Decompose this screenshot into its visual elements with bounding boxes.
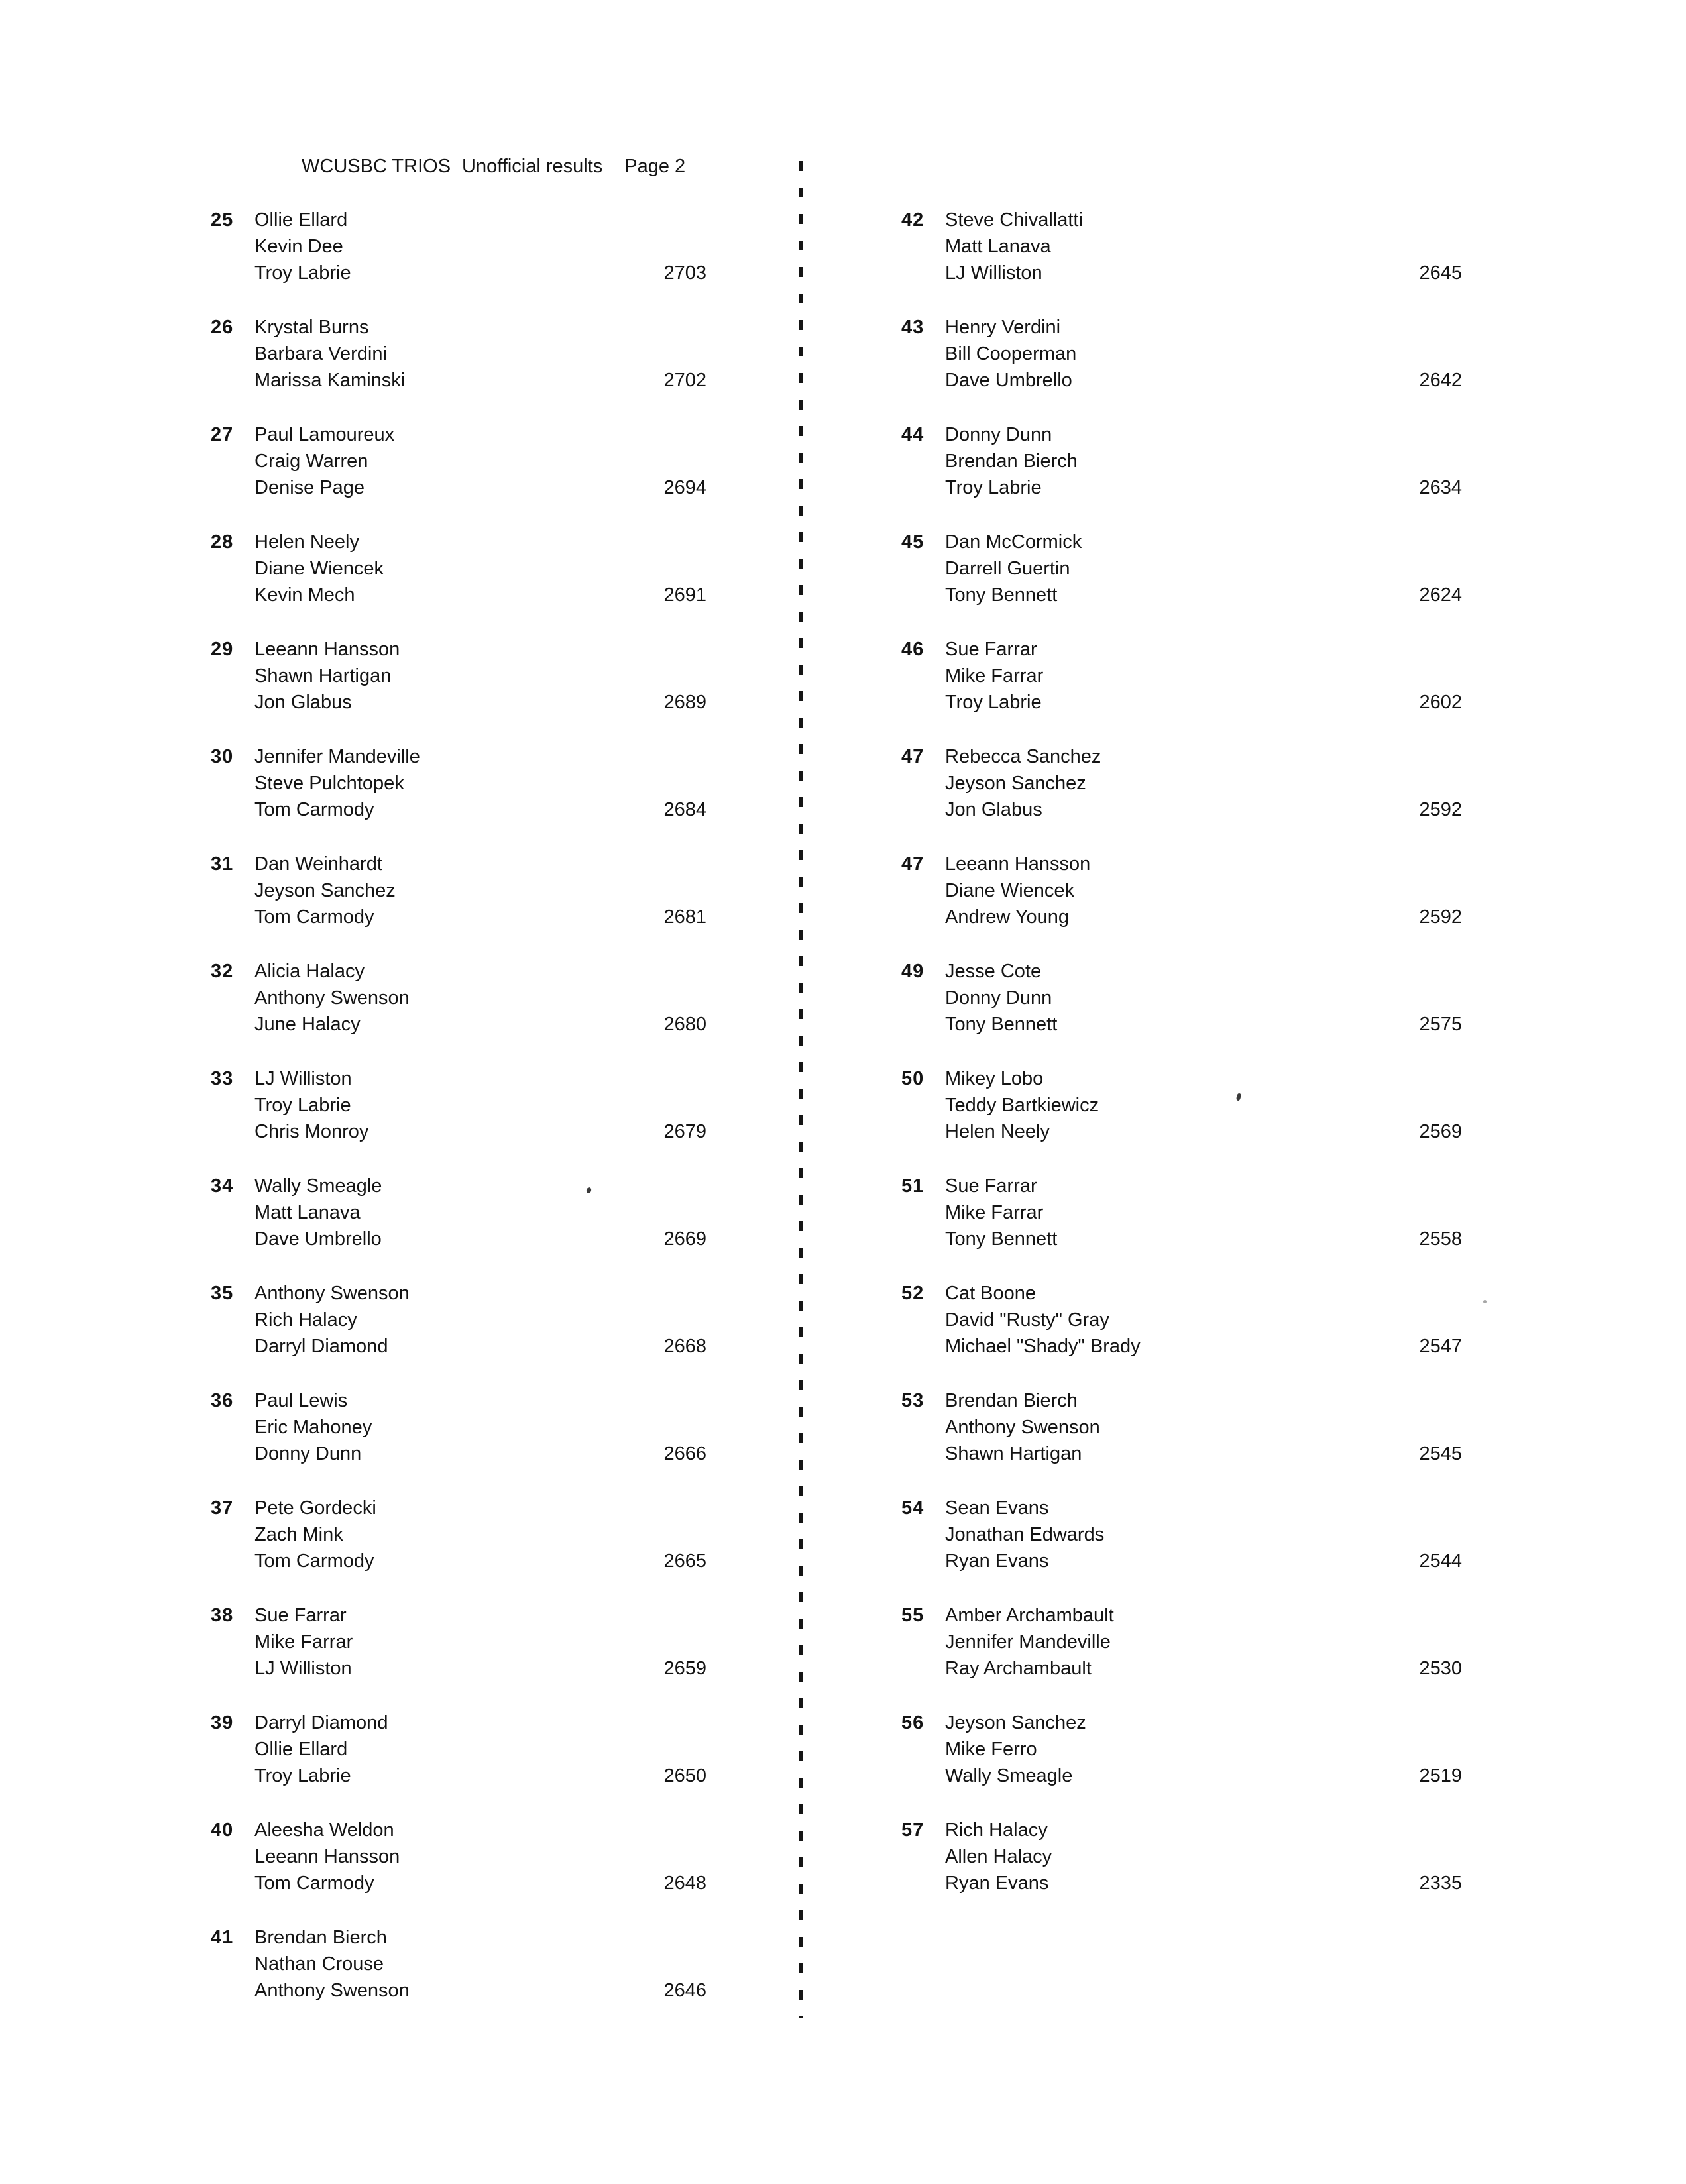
entry-rank: 26 bbox=[211, 317, 234, 338]
team-result-entry bbox=[211, 314, 706, 394]
entry-rank: 44 bbox=[901, 424, 925, 445]
entry-rank: 46 bbox=[901, 639, 925, 660]
entry-score: 2592 bbox=[1419, 799, 1462, 820]
entry-player-name: Anthony Swenson bbox=[945, 1417, 1100, 1438]
entry-rank: 39 bbox=[211, 1712, 234, 1733]
team-result-entry bbox=[901, 1495, 1462, 1574]
entry-player-name: Steve Pulchtopek bbox=[254, 773, 404, 794]
entry-score: 2679 bbox=[663, 1121, 706, 1142]
entry-player-name: Kevin Dee bbox=[254, 236, 343, 257]
entry-score: 2665 bbox=[663, 1551, 706, 1572]
entry-player-name: Troy Labrie bbox=[254, 262, 351, 284]
entry-player-name: Tony Bennett bbox=[945, 584, 1058, 606]
entry-score: 2558 bbox=[1419, 1228, 1462, 1250]
entry-player-name: Matt Lanava bbox=[254, 1202, 361, 1223]
entry-score: 2691 bbox=[663, 584, 706, 606]
team-result-entry bbox=[901, 851, 1462, 930]
entry-player-name: Helen Neely bbox=[945, 1121, 1050, 1142]
entry-player-name: Mike Farrar bbox=[945, 665, 1044, 686]
results-column-right bbox=[901, 207, 1462, 1924]
entry-names bbox=[254, 1602, 706, 1682]
entry-player-name: Henry Verdini bbox=[945, 317, 1061, 338]
entry-player-name: Brendan Bierch bbox=[254, 1927, 387, 1948]
entry-score: 2530 bbox=[1419, 1658, 1462, 1679]
entry-player-name: Denise Page bbox=[254, 477, 365, 498]
entry-score: 2602 bbox=[1419, 692, 1462, 713]
results-column-left bbox=[211, 207, 706, 2032]
team-result-entry bbox=[901, 636, 1462, 716]
report-subtitle: Unofficial results bbox=[462, 156, 603, 177]
entry-names bbox=[254, 1817, 706, 1896]
team-result-entry bbox=[211, 1924, 706, 2004]
team-result-entry bbox=[211, 1388, 706, 1467]
entry-names bbox=[254, 636, 706, 716]
entry-player-name: Sue Farrar bbox=[945, 639, 1037, 660]
entry-player-name: Ryan Evans bbox=[945, 1873, 1049, 1894]
entry-player-name: Cat Boone bbox=[945, 1283, 1037, 1304]
entry-names bbox=[254, 529, 706, 608]
entry-player-name: Brendan Bierch bbox=[945, 1390, 1078, 1411]
column-divider-dashed-line bbox=[799, 161, 803, 2018]
team-result-entry bbox=[901, 1065, 1462, 1145]
entry-score: 2680 bbox=[663, 1014, 706, 1035]
entry-player-name: Jeyson Sanchez bbox=[945, 1712, 1086, 1733]
team-result-entry bbox=[901, 1388, 1462, 1467]
entry-names bbox=[945, 636, 1462, 716]
team-result-entry bbox=[211, 421, 706, 501]
entry-rank: 53 bbox=[901, 1390, 925, 1411]
entry-names bbox=[254, 207, 706, 286]
entry-player-name: Matt Lanava bbox=[945, 236, 1051, 257]
entry-player-name: Rebecca Sanchez bbox=[945, 746, 1101, 767]
entry-score: 2335 bbox=[1419, 1873, 1462, 1894]
entry-names bbox=[254, 1280, 706, 1360]
entry-rank: 29 bbox=[211, 639, 234, 660]
entry-score: 2669 bbox=[663, 1228, 706, 1250]
entry-rank: 25 bbox=[211, 209, 234, 231]
entry-player-name: Aleesha Weldon bbox=[254, 1820, 394, 1841]
team-result-entry bbox=[211, 636, 706, 716]
entry-names bbox=[945, 1065, 1462, 1145]
entry-player-name: Mikey Lobo bbox=[945, 1068, 1044, 1089]
entry-player-name: Jennifer Mandeville bbox=[254, 746, 420, 767]
entry-score: 2689 bbox=[663, 692, 706, 713]
entry-score: 2702 bbox=[663, 370, 706, 391]
page-number-label: Page 2 bbox=[624, 156, 686, 177]
entry-player-name: Troy Labrie bbox=[945, 692, 1042, 713]
entry-player-name: Zach Mink bbox=[254, 1524, 343, 1545]
entry-names bbox=[945, 1173, 1462, 1252]
entry-player-name: Helen Neely bbox=[254, 531, 359, 553]
entry-score: 2694 bbox=[663, 477, 706, 498]
entry-player-name: Anthony Swenson bbox=[254, 987, 410, 1009]
entry-rank: 57 bbox=[901, 1820, 925, 1841]
entry-names bbox=[254, 1495, 706, 1574]
entry-names bbox=[945, 207, 1462, 286]
entry-player-name: Jeyson Sanchez bbox=[254, 880, 396, 901]
entry-player-name: Mike Ferro bbox=[945, 1739, 1037, 1760]
team-result-entry bbox=[901, 958, 1462, 1038]
entry-player-name: Diane Wiencek bbox=[254, 558, 384, 579]
entry-player-name: Marissa Kaminski bbox=[254, 370, 406, 391]
entry-player-name: Dave Umbrello bbox=[254, 1228, 382, 1250]
entry-player-name: Tom Carmody bbox=[254, 1551, 374, 1572]
entry-player-name: Troy Labrie bbox=[254, 1765, 351, 1786]
entry-rank: 35 bbox=[211, 1283, 234, 1304]
entry-rank: 27 bbox=[211, 424, 234, 445]
entry-rank: 45 bbox=[901, 531, 925, 553]
entry-player-name: Dan Weinhardt bbox=[254, 853, 382, 875]
entry-player-name: Diane Wiencek bbox=[945, 880, 1075, 901]
team-result-entry bbox=[211, 958, 706, 1038]
team-result-entry bbox=[211, 1495, 706, 1574]
team-result-entry bbox=[211, 851, 706, 930]
entry-names bbox=[945, 958, 1462, 1038]
entry-names bbox=[945, 851, 1462, 930]
entry-player-name: Barbara Verdini bbox=[254, 343, 387, 364]
entry-player-name: Pete Gordecki bbox=[254, 1498, 376, 1519]
entry-names bbox=[945, 1817, 1462, 1896]
entry-rank: 43 bbox=[901, 317, 925, 338]
entry-player-name: Sue Farrar bbox=[254, 1605, 347, 1626]
entry-score: 2668 bbox=[663, 1336, 706, 1357]
team-result-entry bbox=[211, 529, 706, 608]
entry-names bbox=[254, 958, 706, 1038]
entry-rank: 31 bbox=[211, 853, 234, 875]
entry-player-name: Tom Carmody bbox=[254, 906, 374, 928]
team-result-entry bbox=[901, 529, 1462, 608]
entry-player-name: LJ Williston bbox=[254, 1068, 352, 1089]
entry-names bbox=[254, 1710, 706, 1789]
entry-player-name: Dave Umbrello bbox=[945, 370, 1072, 391]
entry-player-name: Leeann Hansson bbox=[254, 639, 400, 660]
entry-player-name: Darryl Diamond bbox=[254, 1336, 388, 1357]
entry-rank: 30 bbox=[211, 746, 234, 767]
report-title: WCUSBC TRIOS bbox=[302, 156, 451, 177]
entry-player-name: Teddy Bartkiewicz bbox=[945, 1095, 1099, 1116]
entry-player-name: Wally Smeagle bbox=[254, 1175, 382, 1197]
entry-player-name: Eric Mahoney bbox=[254, 1417, 372, 1438]
entry-player-name: Shawn Hartigan bbox=[254, 665, 392, 686]
entry-names bbox=[254, 743, 706, 823]
entry-score: 2545 bbox=[1419, 1443, 1462, 1464]
entry-names bbox=[254, 851, 706, 930]
entry-rank: 54 bbox=[901, 1498, 925, 1519]
team-result-entry bbox=[901, 1710, 1462, 1789]
entry-player-name: Sean Evans bbox=[945, 1498, 1049, 1519]
entry-player-name: Ollie Ellard bbox=[254, 1739, 348, 1760]
entry-score: 2681 bbox=[663, 906, 706, 928]
entry-names bbox=[945, 1602, 1462, 1682]
entry-player-name: Rich Halacy bbox=[945, 1820, 1048, 1841]
entry-score: 2575 bbox=[1419, 1014, 1462, 1035]
entry-player-name: Leeann Hansson bbox=[945, 853, 1091, 875]
entry-score: 2666 bbox=[663, 1443, 706, 1464]
entry-player-name: Michael "Shady" Brady bbox=[945, 1336, 1141, 1357]
entry-player-name: Anthony Swenson bbox=[254, 1283, 410, 1304]
entry-names bbox=[945, 1280, 1462, 1360]
entry-score: 2547 bbox=[1419, 1336, 1462, 1357]
entry-names bbox=[254, 1388, 706, 1467]
entry-rank: 40 bbox=[211, 1820, 234, 1841]
entry-score: 2703 bbox=[663, 262, 706, 284]
team-result-entry bbox=[901, 421, 1462, 501]
team-result-entry bbox=[211, 1065, 706, 1145]
entry-score: 2642 bbox=[1419, 370, 1462, 391]
entry-rank: 56 bbox=[901, 1712, 925, 1733]
entry-player-name: Craig Warren bbox=[254, 451, 368, 472]
entry-rank: 33 bbox=[211, 1068, 234, 1089]
entry-rank: 37 bbox=[211, 1498, 234, 1519]
entry-player-name: Krystal Burns bbox=[254, 317, 369, 338]
entry-player-name: Mike Farrar bbox=[254, 1631, 353, 1653]
entry-player-name: Chris Monroy bbox=[254, 1121, 369, 1142]
entry-names bbox=[254, 1924, 706, 2004]
entry-player-name: Troy Labrie bbox=[254, 1095, 351, 1116]
entry-score: 2634 bbox=[1419, 477, 1462, 498]
page-header bbox=[302, 153, 685, 180]
entry-score: 2646 bbox=[663, 1980, 706, 2001]
team-result-entry bbox=[211, 1173, 706, 1252]
entry-rank: 51 bbox=[901, 1175, 925, 1197]
entry-names bbox=[254, 314, 706, 394]
entry-rank: 52 bbox=[901, 1283, 925, 1304]
entry-player-name: Darrell Guertin bbox=[945, 558, 1070, 579]
entry-player-name: Mike Farrar bbox=[945, 1202, 1044, 1223]
entry-names bbox=[945, 743, 1462, 823]
team-result-entry bbox=[211, 743, 706, 823]
entry-rank: 47 bbox=[901, 853, 925, 875]
entry-names bbox=[254, 421, 706, 501]
entry-names bbox=[945, 421, 1462, 501]
entry-player-name: Paul Lamoureux bbox=[254, 424, 395, 445]
entry-rank: 50 bbox=[901, 1068, 925, 1089]
entry-player-name: Wally Smeagle bbox=[945, 1765, 1073, 1786]
entry-player-name: Tom Carmody bbox=[254, 1873, 374, 1894]
entry-score: 2684 bbox=[663, 799, 706, 820]
entry-names bbox=[945, 1388, 1462, 1467]
entry-score: 2592 bbox=[1419, 906, 1462, 928]
entry-player-name: Jonathan Edwards bbox=[945, 1524, 1105, 1545]
entry-player-name: Troy Labrie bbox=[945, 477, 1042, 498]
entry-player-name: Ollie Ellard bbox=[254, 209, 348, 231]
entry-player-name: Shawn Hartigan bbox=[945, 1443, 1082, 1464]
entry-player-name: Leeann Hansson bbox=[254, 1846, 400, 1867]
entry-rank: 36 bbox=[211, 1390, 234, 1411]
team-result-entry bbox=[211, 1602, 706, 1682]
entry-rank: 41 bbox=[211, 1927, 234, 1948]
entry-player-name: Jon Glabus bbox=[945, 799, 1042, 820]
entry-score: 2569 bbox=[1419, 1121, 1462, 1142]
entry-player-name: Donny Dunn bbox=[254, 1443, 362, 1464]
entry-player-name: Donny Dunn bbox=[945, 424, 1052, 445]
entry-player-name: Jesse Cote bbox=[945, 961, 1042, 982]
entry-player-name: Jennifer Mandeville bbox=[945, 1631, 1111, 1653]
entry-player-name: Kevin Mech bbox=[254, 584, 355, 606]
entry-names bbox=[254, 1065, 706, 1145]
entry-player-name: Sue Farrar bbox=[945, 1175, 1037, 1197]
entry-player-name: Tony Bennett bbox=[945, 1228, 1058, 1250]
entry-score: 2544 bbox=[1419, 1551, 1462, 1572]
entry-player-name: Jon Glabus bbox=[254, 692, 352, 713]
entry-player-name: Jeyson Sanchez bbox=[945, 773, 1086, 794]
entry-player-name: Nathan Crouse bbox=[254, 1953, 384, 1975]
entry-score: 2624 bbox=[1419, 584, 1462, 606]
entry-names bbox=[945, 529, 1462, 608]
entry-player-name: Andrew Young bbox=[945, 906, 1070, 928]
team-result-entry bbox=[901, 743, 1462, 823]
entry-names bbox=[254, 1173, 706, 1252]
entry-player-name: Amber Archambault bbox=[945, 1605, 1114, 1626]
entry-player-name: Tony Bennett bbox=[945, 1014, 1058, 1035]
entry-names bbox=[945, 1495, 1462, 1574]
entry-rank: 34 bbox=[211, 1175, 234, 1197]
team-result-entry bbox=[901, 1173, 1462, 1252]
entry-player-name: Alicia Halacy bbox=[254, 961, 365, 982]
entry-player-name: Ray Archambault bbox=[945, 1658, 1092, 1679]
entry-player-name: Paul Lewis bbox=[254, 1390, 348, 1411]
entry-player-name: Tom Carmody bbox=[254, 799, 374, 820]
entry-player-name: LJ Williston bbox=[254, 1658, 352, 1679]
entry-player-name: LJ Williston bbox=[945, 262, 1042, 284]
entry-names bbox=[945, 1710, 1462, 1789]
entry-player-name: Ryan Evans bbox=[945, 1551, 1049, 1572]
entry-player-name: David "Rusty" Gray bbox=[945, 1309, 1109, 1331]
entry-player-name: Donny Dunn bbox=[945, 987, 1052, 1009]
entry-rank: 38 bbox=[211, 1605, 234, 1626]
entry-score: 2659 bbox=[663, 1658, 706, 1679]
team-result-entry bbox=[901, 1280, 1462, 1360]
entry-score: 2648 bbox=[663, 1873, 706, 1894]
entry-player-name: Brendan Bierch bbox=[945, 451, 1078, 472]
entry-rank: 42 bbox=[901, 209, 925, 231]
team-result-entry bbox=[901, 207, 1462, 286]
entry-rank: 32 bbox=[211, 961, 234, 982]
entry-player-name: Rich Halacy bbox=[254, 1309, 357, 1331]
entry-player-name: Darryl Diamond bbox=[254, 1712, 388, 1733]
entry-player-name: Allen Halacy bbox=[945, 1846, 1052, 1867]
entry-score: 2519 bbox=[1419, 1765, 1462, 1786]
team-result-entry bbox=[211, 1817, 706, 1896]
entry-player-name: Bill Cooperman bbox=[945, 343, 1077, 364]
entry-rank: 28 bbox=[211, 531, 234, 553]
entry-score: 2645 bbox=[1419, 262, 1462, 284]
team-result-entry bbox=[211, 207, 706, 286]
entry-rank: 49 bbox=[901, 961, 925, 982]
entry-rank: 47 bbox=[901, 746, 925, 767]
scan-speck bbox=[1483, 1300, 1487, 1303]
entry-names bbox=[945, 314, 1462, 394]
team-result-entry bbox=[211, 1710, 706, 1789]
entry-rank: 55 bbox=[901, 1605, 925, 1626]
team-result-entry bbox=[901, 1602, 1462, 1682]
team-result-entry bbox=[901, 1817, 1462, 1896]
entry-player-name: June Halacy bbox=[254, 1014, 361, 1035]
entry-player-name: Dan McCormick bbox=[945, 531, 1082, 553]
entry-player-name: Steve Chivallatti bbox=[945, 209, 1083, 231]
team-result-entry bbox=[211, 1280, 706, 1360]
entry-score: 2650 bbox=[663, 1765, 706, 1786]
entry-player-name: Anthony Swenson bbox=[254, 1980, 410, 2001]
team-result-entry bbox=[901, 314, 1462, 394]
